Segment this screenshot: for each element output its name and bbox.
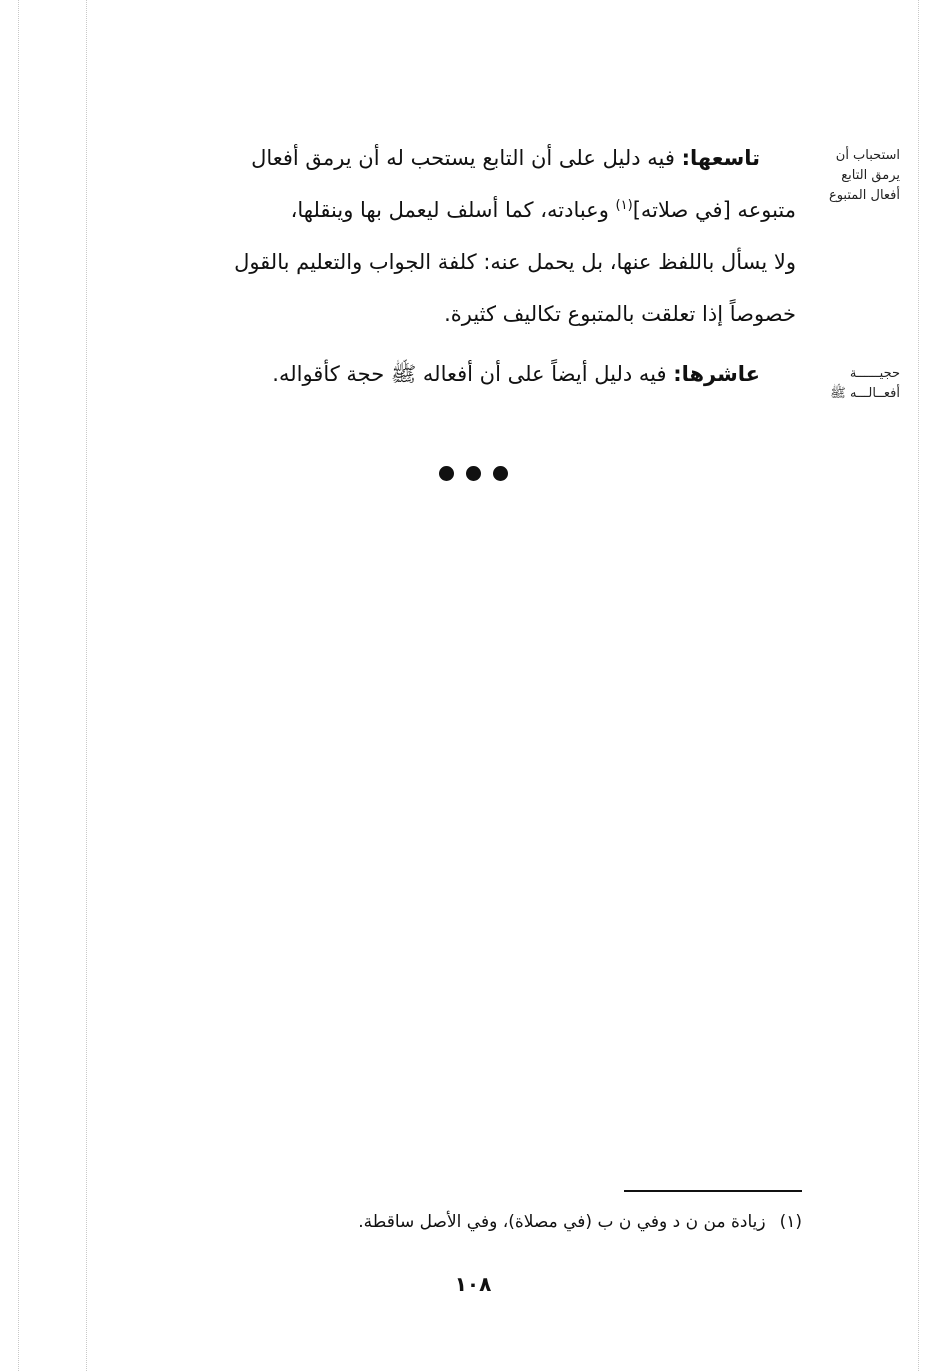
margin-note-following-actions [800,146,900,206]
paragraph-text: فيه دليل أيضاً على أن أفعاله ﷺ حجة كأقواله. [272,362,674,386]
paragraph-text: فيه دليل على أن التابع يستحب له أن يرمق أفعال [251,146,682,170]
scan-guide-line [18,0,19,1371]
paragraph-row: ولا يسأل باللفظ عنها، بل يحمل عنه: كلفة الجواب والتعليم بالقول [234,250,796,274]
margin-note-authority-of-acts [800,364,900,404]
margin-note-line: يرمق التابع [841,168,900,183]
separator-dot-icon [466,466,481,481]
footnote [358,1208,802,1236]
paragraph-lead: تاسعها: [681,146,760,170]
footnote-number: (١) [779,1212,802,1232]
margin-note-line: أفعال المتبوع [828,188,900,203]
separator-dot-icon [439,466,454,481]
margin-note-line: استحباب أن [835,148,900,163]
paragraph-text: وعبادته، كما أسلف ليعمل بها وينقلها، [290,198,609,222]
paragraph-text: متبوعه [في صلاته] [632,198,796,222]
scan-guide-line [86,0,87,1371]
footnote-text: زيادة من ن د وفي ن ب (في مصلاة)، وفي الأصل ساقطة. [358,1212,766,1232]
scan-guide-line [918,0,919,1371]
paragraph-row [130,348,796,400]
paragraph-lead: عاشرها: [673,362,760,386]
paragraph-ninth [130,132,796,340]
paragraph-row [130,184,796,236]
page-number: ١٠٨ [454,1272,492,1296]
paragraph-row [130,132,796,184]
paragraph-row: خصوصاً إذا تعلقت بالمتبوع تكاليف كثيرة. [444,302,796,326]
footnote-divider [624,1190,802,1192]
margin-note-line: حجيــــــة [849,366,900,381]
paragraph-tenth [130,348,796,400]
separator-dot-icon [493,466,508,481]
section-separator [0,466,946,485]
footnote-reference[interactable]: (١) [615,198,633,213]
margin-note-line: أفعــالـــه ﷺ [830,386,900,401]
